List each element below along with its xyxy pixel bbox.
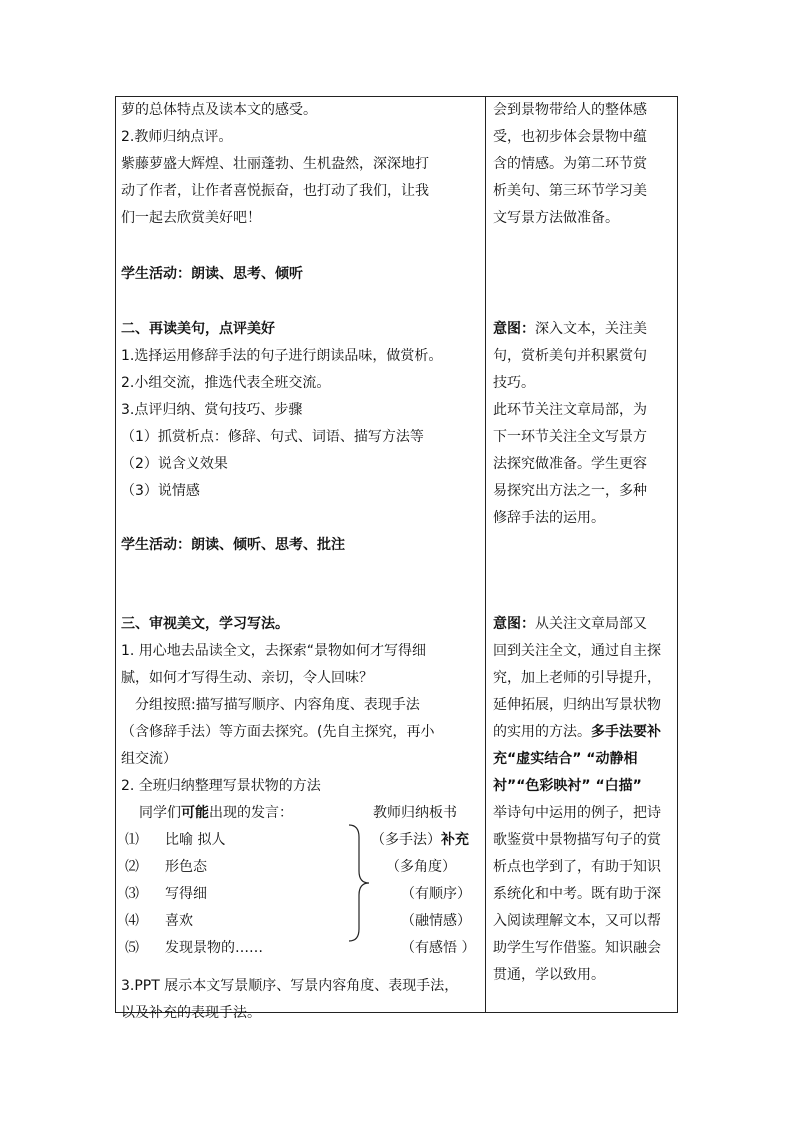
row-teacher: （多手法）补充 (371, 832, 469, 848)
section-2-line: （2）说含义效果 (121, 456, 228, 472)
row-teacher: （融情感） (401, 913, 471, 929)
intro-line: 动了作者，让作者喜悦振奋，也打动了我们，让我 (121, 183, 429, 199)
row-number: ⑵ (125, 859, 139, 875)
intent-line: 文写景方法做准备。 (493, 210, 619, 226)
row-text: 形色态 (165, 859, 207, 875)
ppt-line: 以及补充的表现手法。 (121, 1005, 261, 1021)
row-teacher: （多角度） (386, 859, 456, 875)
intent-line: 贯通，学以致用。 (493, 967, 605, 983)
section-3-line: 分组按照:描写描写顺序、内容角度、表现手法 (121, 697, 420, 713)
intent-line: 究，加上老师的引导提升， (493, 670, 661, 686)
section-2-line: （1）抓赏析点：修辞、句式、词语、描写方法等 (121, 429, 424, 445)
ppt-line: 3.PPT 展示本文写景顺序、写景内容角度、表现手法， (121, 978, 459, 994)
row-number: ⑴ (125, 832, 139, 848)
intent-line: 技巧。 (493, 375, 535, 391)
intro-line: 萝的总体特点及读本文的感受。 (121, 102, 317, 118)
student-activity-1: 学生活动：朗读、思考、倾听 (121, 266, 303, 282)
intro-line: 紫藤萝盛大辉煌、壮丽蓬勃、生机盎然，深深地打 (121, 156, 429, 172)
intent-line: 会到景物带给人的整体感 (493, 102, 647, 118)
row-number: ⑷ (125, 913, 139, 929)
intent-line: 下一环节关注全文写景方 (493, 429, 647, 445)
column-divider (485, 97, 486, 1012)
student-activity-2: 学生活动：朗读、倾听、思考、批注 (121, 537, 345, 553)
intent-line: 修辞手法的运用。 (493, 510, 605, 526)
intent-line: 延伸拓展，归纳出写景状物 (493, 697, 661, 713)
intent-3-first: 意图：从关注文章局部又 (493, 616, 647, 632)
curly-brace-icon (343, 823, 373, 943)
row-number: ⑶ (125, 886, 139, 902)
row-text: 发现景物的…… (165, 940, 263, 956)
intro-line: 2.教师归纳点评。 (121, 129, 233, 145)
intent-line: 举诗句中运用的例子，把诗 (493, 805, 661, 821)
intent-line: 含的情感。为第二环节赏 (493, 156, 647, 172)
intent-line: 易探究出方法之一，多种 (493, 483, 647, 499)
lesson-table (115, 96, 678, 1021)
teacher-header: 教师归纳板书 (373, 805, 457, 821)
row-number: ⑸ (125, 940, 139, 956)
intent-line: 回到关注全文，通过自主探 (493, 643, 661, 659)
intent-line: 歌鉴赏中景物描写句子的赏 (493, 832, 661, 848)
intent-line: 系统化和中考。既有助于深 (493, 886, 661, 902)
section-2-line: 2.小组交流，推选代表全班交流。 (121, 375, 331, 391)
intent-line: 入阅读理解文本，又可以帮 (493, 913, 661, 929)
intent-2-first: 意图：深入文本，关注美 (493, 321, 647, 337)
intent-line: 析点也学到了，有助于知识 (493, 859, 661, 875)
intent-line: 法探究做准备。学生更容 (493, 456, 647, 472)
row-text: 喜欢 (165, 913, 193, 929)
section-3-line: 组交流） (121, 751, 177, 767)
row-text: 比喻 拟人 (165, 832, 226, 848)
row-text: 写得细 (165, 886, 207, 902)
section-3-title: 三、审视美文，学习写法。 (121, 616, 289, 632)
intent-line: 受，也初步体会景物中蕴 (493, 129, 647, 145)
section-3-line: （含修辞手法）等方面去探究。(先自主探究，再小 (121, 724, 435, 740)
row-teacher: （有顺序） (401, 886, 471, 902)
intent-bold-line: 衬”“色彩映衬” “白描” (493, 778, 642, 794)
intent-line-mixed: 的实用的方法。多手法要补 (493, 724, 661, 740)
section-3-line: 腻，如何才写得生动、亲切，令人回味？ (121, 670, 373, 686)
section-2-line: （3）说情感 (121, 483, 200, 499)
section-3-line: 1. 用心地去品读全文，去探索“景物如何才写得细 (121, 643, 427, 659)
intent-line: 句，赏析美句并积累赏句 (493, 348, 647, 364)
section-3-line: 2. 全班归纳整理写景状物的方法 (121, 778, 321, 794)
intent-line: 助学生写作借鉴。知识融会 (493, 940, 661, 956)
student-header: 同学们可能出现的发言： (139, 805, 293, 821)
section-2-title: 二、再读美句，点评美好 (121, 321, 275, 337)
intent-line: 析美句、第三环节学习美 (493, 183, 647, 199)
row-teacher: （有感悟 ） (401, 940, 476, 956)
intent-bold-line: 充“虚实结合” “动静相 (493, 751, 638, 767)
intro-line: 们一起去欣赏美好吧！ (121, 210, 261, 226)
section-2-line: 3.点评归纳、赏句技巧、步骤 (121, 402, 303, 418)
section-2-line: 1.选择运用修辞手法的句子进行朗读品味，做赏析。 (121, 348, 443, 364)
intent-line: 此环节关注文章局部，为 (493, 402, 647, 418)
